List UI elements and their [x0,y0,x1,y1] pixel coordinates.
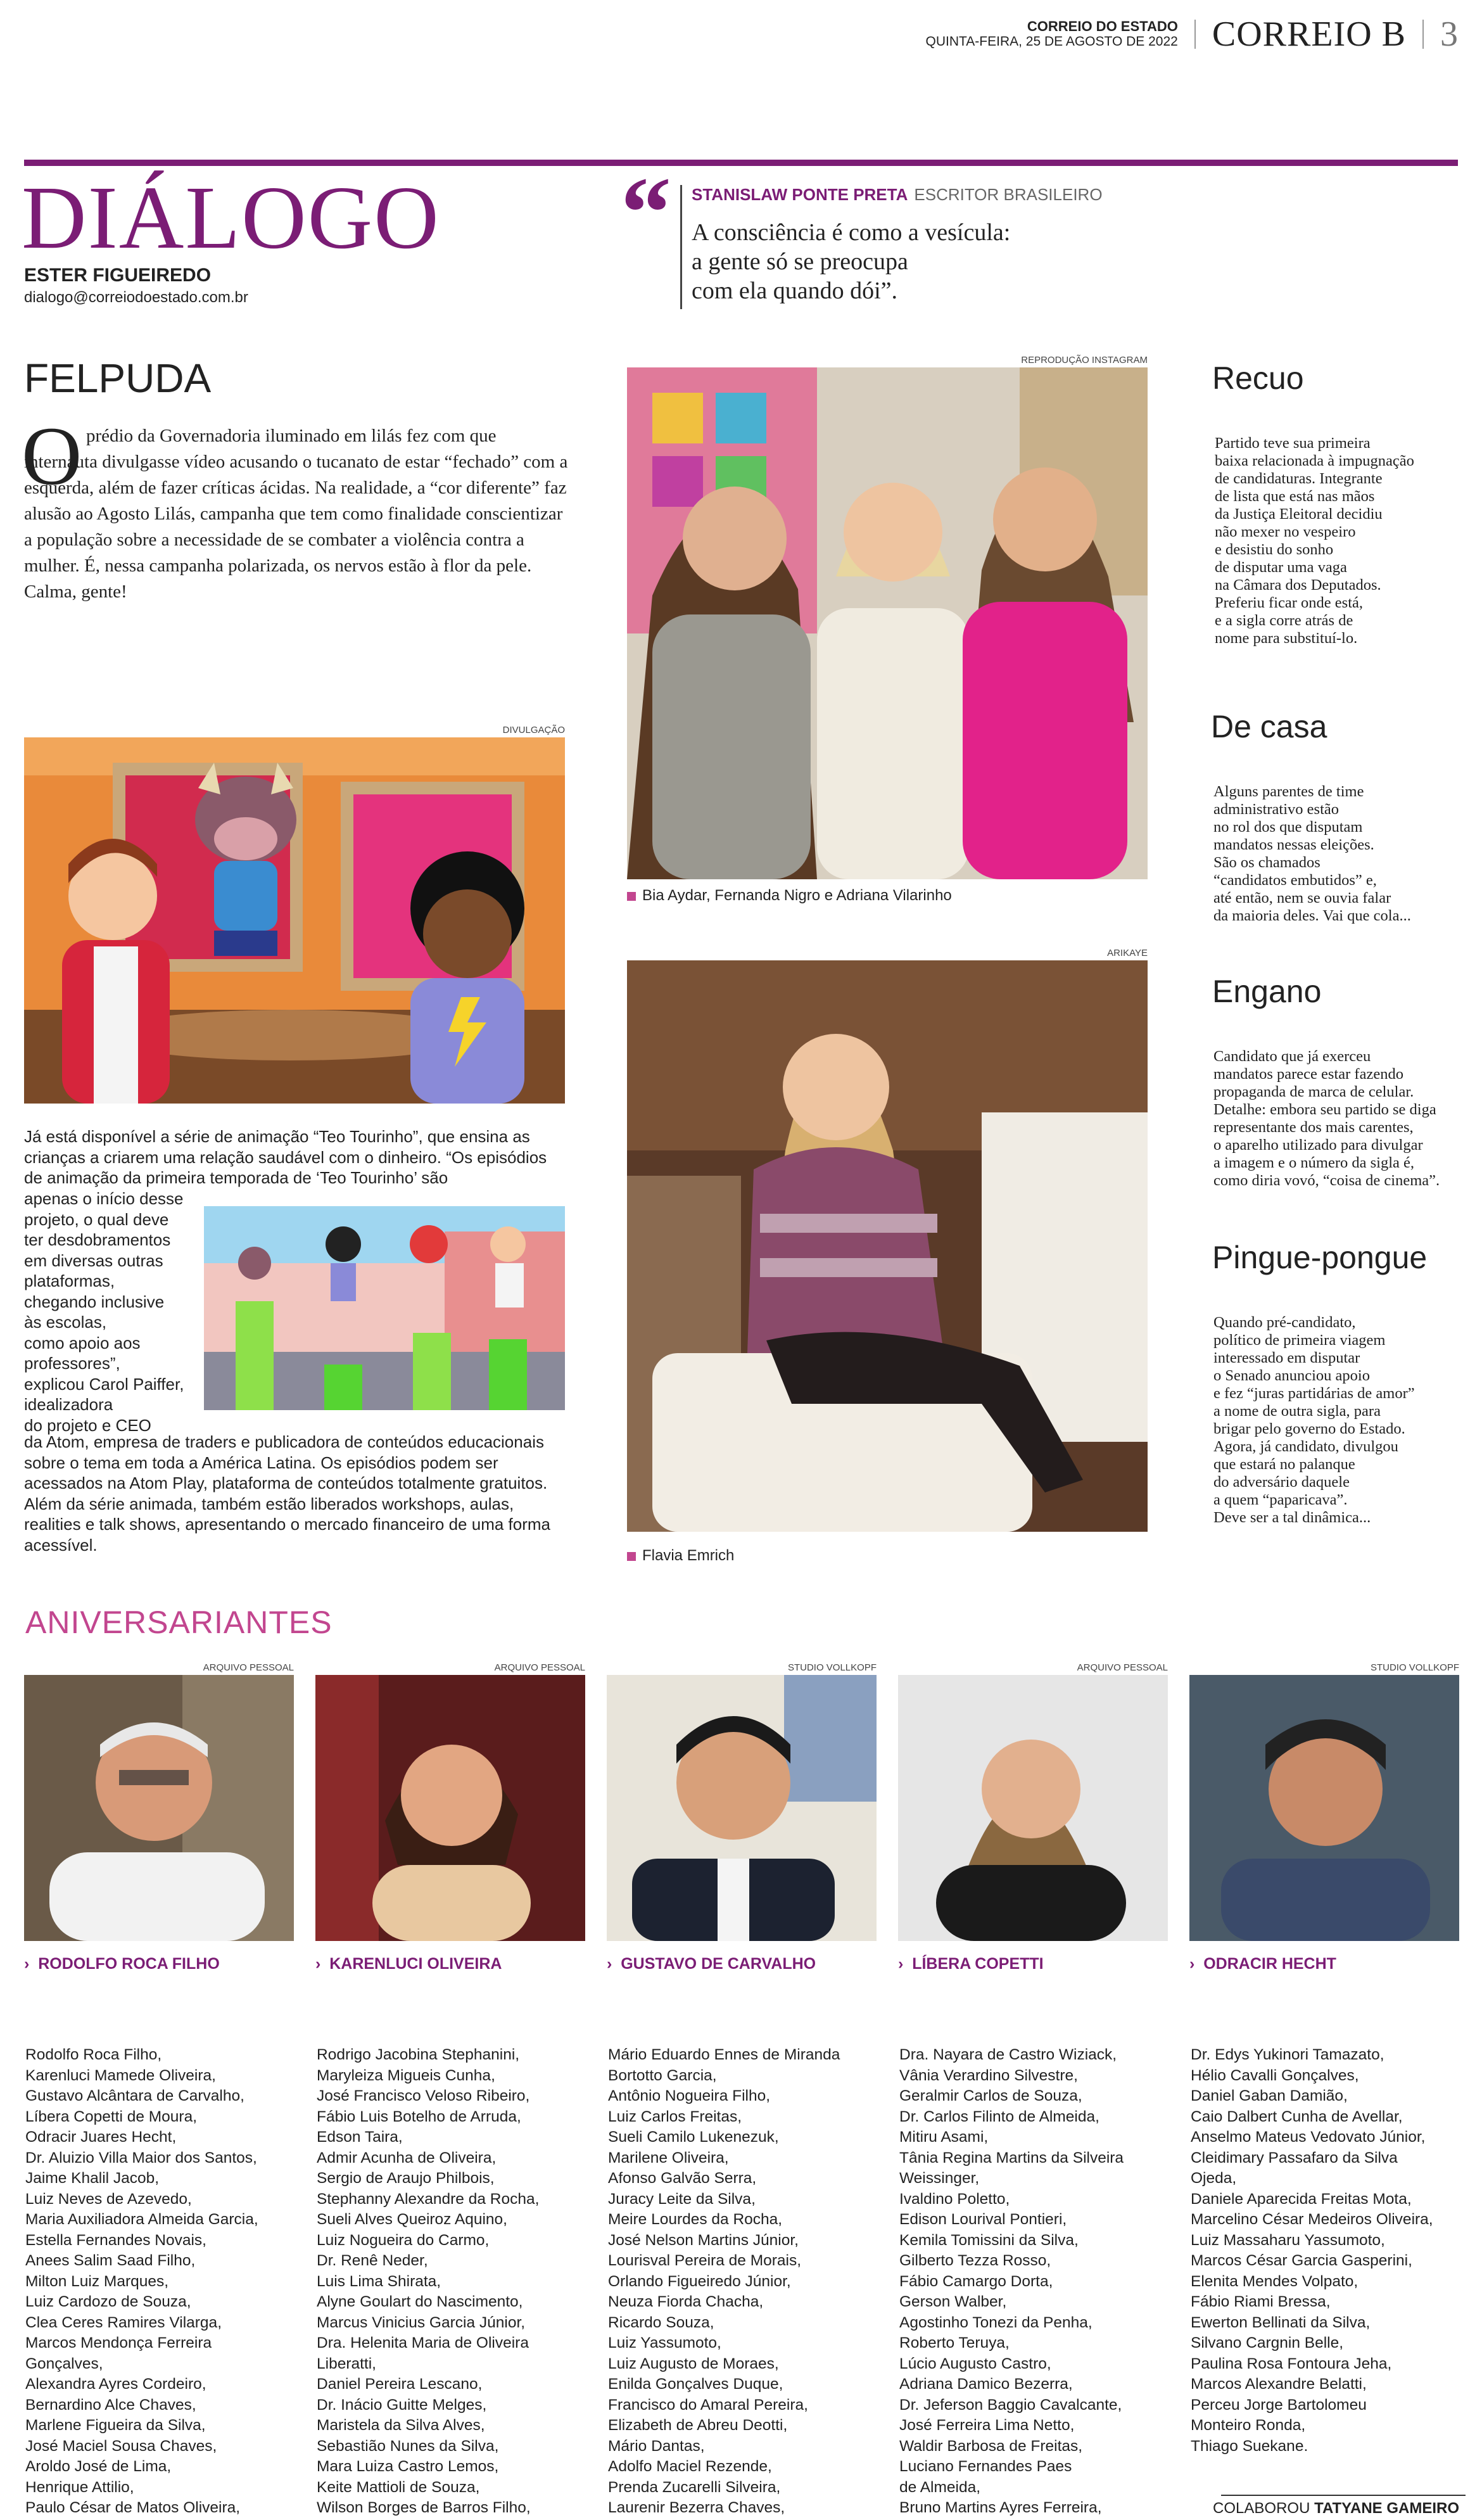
note-line: e desistiu do sonho [1215,541,1334,558]
bday-list-item: Dr. Aluizio Villa Maior dos Santos, [25,2149,257,2167]
bday-list-item: Anselmo Mateus Vedovato Júnior, [1191,2129,1426,2146]
bday-list [25,2045,304,2519]
bday-list-item: Ojeda, [1191,2170,1237,2187]
bday-name-text: LÍBERA COPETTI [912,1955,1044,1973]
bday-list-item: Kemila Tomissini da Silva, [899,2231,1079,2249]
bday-list-item: Paulina Rosa Fontoura Jeha, [1191,2355,1392,2372]
note-title-recuo: Recuo [1212,360,1304,396]
bday-list-item: Henrique Attilio, [25,2478,134,2496]
bday-credit: ARQUIVO PESSOAL [1077,1662,1168,1673]
bday-list-item: Perceu Jorge Bartolomeu [1191,2396,1367,2414]
note-line: propaganda de marca de celular. [1213,1083,1414,1100]
bday-list [608,2045,887,2519]
bday-list-item: Daniele Aparecida Freitas Mota, [1191,2190,1412,2208]
masthead-paper [926,19,1178,49]
note-line: Agora, já candidato, divulgou [1213,1438,1398,1455]
felpuda-text: prédio da Governadoria iluminado em lilás fez com que internauta divulgasse vídeo acusando o tucanato de estar “fechado” com a esquerda, além de fazer críticas ácidas. Na realidade, a “cor diferente” faz alusão ao Agosto Lilás, campanha que tem como finalidade conscientizar a população sobre a necessidade de se combater a violência contra a mulher. É, nessa campanha polarizada, os nervos estão à flor da pele. Calma, gente! [24,426,568,602]
note-line: até então, nem se ouvia falar [1213,889,1391,907]
note-line: e a sigla corre atrás de [1215,612,1353,629]
bday-list-item: Mitiru Asami, [899,2129,989,2146]
bday-list-item: Elenita Mendes Volpato, [1191,2272,1358,2290]
note-text-de-casa [1213,783,1479,925]
bday-list-item: Alyne Goulart do Nascimento, [317,2293,523,2310]
bday-list-item: Edison Lourival Pontieri, [899,2211,1067,2228]
bday-photo-karenluci [315,1675,585,1941]
bday-list-item: Orlando Figueiredo Júnior, [608,2272,791,2290]
bday-list-item: Alexandra Ayres Cordeiro, [25,2376,206,2393]
bday-credit: ARQUIVO PESSOAL [494,1662,585,1673]
masthead [926,14,1459,54]
note-line: da maioria deles. Vai que cola... [1213,907,1411,924]
bday-list-item: Dra. Helenita Maria de Oliveira [317,2334,529,2351]
note-line: o Senado anunciou apoio [1213,1367,1370,1384]
quote-text [692,218,1173,305]
bday-list-item: Dr. Inácio Guitte Melges, [317,2396,487,2414]
bday-list-item: Luiz Neves de Azevedo, [25,2190,192,2208]
quote-line: com ela quando dói”. [692,277,898,304]
bday-list-item: Prenda Zucarelli Silveira, [608,2478,781,2496]
note-line: político de primeira viagem [1213,1332,1386,1349]
teo-line: chegando inclusive [24,1292,165,1311]
teo-line: como apoio aos [24,1333,141,1352]
bday-list-item: Odracir Juares Hecht, [25,2129,177,2146]
note-line: que estará no palanque [1213,1456,1355,1473]
bday-list-item: Meire Lourdes da Rocha, [608,2211,783,2228]
teo-small-image [204,1206,565,1410]
bday-featured-name: › KARENLUCI OLIVEIRA [315,1955,502,1973]
bday-list-item: Liberatti, [317,2355,376,2372]
teo-line: em diversas outras [24,1250,163,1270]
photo1-credit: REPRODUÇÃO INSTAGRAM [1021,355,1148,366]
issue-date: QUINTA-FEIRA, 25 DE AGOSTO DE 2022 [925,34,1178,49]
teo-line: apenas o início desse [24,1189,184,1208]
note-line: mandatos parece estar fazendo [1213,1066,1403,1083]
quote-divider [680,185,682,309]
bday-list-item: Tânia Regina Martins da Silveira [899,2149,1124,2167]
bday-list-item: Adolfo Maciel Rezende, [608,2458,772,2475]
quote-icon: “ [621,156,671,269]
cartoon-credit: DIVULGAÇÃO [502,725,565,735]
quote-attribution [692,185,1103,205]
paper-name: CORREIO DO ESTADO [1027,18,1178,34]
photo-trio [627,367,1148,879]
bday-photo-rodolfo [24,1675,294,1941]
bday-list-item: Paulo César de Matos Oliveira, [25,2499,241,2516]
teo-line: professores”, [24,1354,120,1373]
colab-rule [1221,2495,1466,2496]
bday-list-item: Gustavo Alcântara de Carvalho, [25,2087,244,2104]
note-line: de candidaturas. Integrante [1215,470,1383,487]
bday-list-item: Luis Lima Shirata, [317,2272,441,2290]
column-author: ESTER FIGUEIREDO [24,265,212,286]
bday-photo-libera [898,1675,1168,1941]
quote-line: A consciência é como a vesícula: [692,219,1011,246]
bday-list-item: Milton Luiz Marques, [25,2272,169,2290]
bday-list-item: Gonçalves, [25,2355,103,2372]
note-line: Alguns parentes de time [1213,783,1364,800]
bday-list-item: José Nelson Martins Júnior, [608,2231,799,2249]
bday-list-item: Cleidimary Passafaro da Silva [1191,2149,1398,2167]
bday-name-text: KARENLUCI OLIVEIRA [329,1955,502,1973]
note-line: Candidato que já exerceu [1213,1048,1371,1065]
note-line: “candidatos embutidos” e, [1213,872,1377,889]
note-line: na Câmara dos Deputados. [1215,576,1381,594]
bday-featured-name: › GUSTAVO DE CARVALHO [607,1955,816,1973]
note-line: do adversário daquele [1213,1473,1350,1491]
bday-list-item: Clea Ceres Ramires Vilarga, [25,2313,222,2331]
bday-list [899,2045,1178,2519]
note-line: a quem “paparicava”. [1213,1491,1348,1508]
colaborou [1213,2500,1459,2517]
note-line: e fez “juras partidárias de amor” [1213,1385,1415,1402]
bday-list-item: Líbera Copetti de Moura, [25,2108,198,2125]
bday-list-item: Anees Salim Saad Filho, [25,2252,196,2269]
note-line: Preferiu ficar onde está, [1215,594,1363,611]
colaborou-name: TATYANE GAMEIRO [1314,2500,1459,2517]
bday-list-item: Bortotto Garcia, [608,2066,717,2084]
bday-list-item: Daniel Pereira Lescano, [317,2376,483,2393]
bday-list-item: Silvano Cargnin Belle, [1191,2334,1344,2351]
bday-list-item: Karenluci Mamede Oliveira, [25,2066,216,2084]
note-line: representante dos mais carentes, [1213,1119,1414,1136]
bday-list-item: Afonso Galvão Serra, [608,2170,757,2187]
bday-list-item: Mara Luiza Castro Lemos, [317,2458,499,2475]
bday-list-item: Dra. Nayara de Castro Wiziack, [899,2046,1117,2063]
bday-list-item: Estella Fernandes Novais, [25,2231,206,2249]
bday-list-item: Mário Dantas, [608,2437,705,2455]
note-line: administrativo estão [1213,801,1339,818]
note-line: a imagem e o número da sigla é, [1213,1154,1415,1171]
photo1-caption-text: Bia Aydar, Fernanda Nigro e Adriana Vilarinho [642,887,952,904]
bday-photo-odracir [1189,1675,1459,1941]
bday-list-item: Gilberto Tezza Rosso, [899,2252,1051,2269]
bday-list-item: Dr. Jeferson Baggio Cavalcante, [899,2396,1122,2414]
teo-text-top: Já está disponível a série de animação “Teo Tourinho”, que ensina as crianças a criarem uma relação saudável com o dinheiro. “Os episódios de animação da primeira temporada de ‘Teo Tourinho’ são [24,1127,547,1187]
bday-list-item: Hélio Cavalli Gonçalves, [1191,2066,1359,2084]
bday-name-text: GUSTAVO DE CARVALHO [621,1955,816,1973]
section-name: CORREIO B [1212,15,1406,54]
teo-text-left [24,1188,201,1435]
bday-list-item: Edson Taira, [317,2129,403,2146]
header-rule [24,160,1458,166]
bday-list-item: Roberto Teruya, [899,2334,1010,2351]
teo-line: ter desdobramentos [24,1230,171,1249]
bday-list-item: Marcos Mendonça Ferreira [25,2334,212,2351]
bday-list-item: Stephanny Alexandre da Rocha, [317,2190,540,2208]
bday-photo-gustavo [607,1675,877,1941]
bday-list-item: Rodrigo Jacobina Stephanini, [317,2046,520,2063]
quote-author-role: ESCRITOR BRASILEIRO [914,185,1103,204]
bday-list-item: José Maciel Sousa Chaves, [25,2437,217,2455]
bday-list-item: Maristela da Silva Alves, [317,2417,485,2434]
bday-list-item: Luiz Nogueira do Carmo, [317,2231,490,2249]
bday-list-item: Jaime Khalil Jacob, [25,2170,160,2187]
bday-list-item: Mário Eduardo Ennes de Miranda [608,2046,840,2063]
bday-list-item: Gerson Walber, [899,2293,1007,2310]
bday-list-item: Ewerton Bellinati da Silva, [1191,2313,1371,2331]
bday-credit: STUDIO VOLLKOPF [787,1662,877,1673]
colaborou-label: COLABOROU [1213,2500,1310,2517]
aniversariantes-title: ANIVERSARIANTES [25,1605,332,1640]
note-line: Detalhe: embora seu partido se diga [1213,1101,1436,1118]
note-title-engano: Engano [1212,974,1322,1009]
bday-list-item: Ivaldino Poletto, [899,2190,1010,2208]
bday-list-item: Sergio de Araujo Philbois, [317,2170,495,2187]
bday-list-item: Luiz Augusto de Moraes, [608,2355,779,2372]
bday-list-item: Vânia Verardino Silvestre, [899,2066,1078,2084]
teo-line: plataformas, [24,1271,115,1290]
note-line: brigar pelo governo do Estado. [1213,1420,1405,1437]
bday-list-item: Juracy Leite da Silva, [608,2190,756,2208]
bday-list [1191,2045,1469,2457]
bday-list [317,2045,595,2519]
bday-list-item: Marcelino César Medeiros Oliveira, [1191,2211,1433,2228]
bday-list-item: Luciano Fernandes Paes [899,2458,1072,2475]
bday-list-item: Marcus Vinicius Garcia Júnior, [317,2313,526,2331]
bday-list-item: Luiz Cardozo de Souza, [25,2293,191,2310]
bday-list-item: Antônio Nogueira Filho, [608,2087,771,2104]
teo-text-bottom: da Atom, empresa de traders e publicadora de conteúdos educacionais sobre o tema em toda a América Latina. Os episódios podem ser acessados na Atom Play, plataforma de conteúdos totalmente gratuitos. Além da série animada, também estão liberados workshops, aulas, realities e talk shows, apresentando o mercado financeiro de uma forma acessível. [24,1432,550,1555]
bday-list-item: Marcos Alexandre Belatti, [1191,2376,1367,2393]
bday-list-item: de Almeida, [899,2478,981,2496]
bday-list-item: Fábio Camargo Dorta, [899,2272,1053,2290]
bday-list-item: Lourisval Pereira de Morais, [608,2252,802,2269]
bday-list-item: Sueli Alves Queiroz Aquino, [317,2211,507,2228]
masthead-divider [1422,20,1424,49]
bday-list-item: Fábio Luis Botelho de Arruda, [317,2108,521,2125]
bday-list-item: Dr. Renê Neder, [317,2252,428,2269]
photo-flavia [627,960,1148,1532]
note-line: São os chamados [1213,854,1320,871]
bday-list-item: Neuza Fiorda Chacha, [608,2293,764,2310]
bday-featured-name: › LÍBERA COPETTI [898,1955,1044,1973]
note-line: não mexer no vespeiro [1215,523,1356,540]
note-line: a nome de outra sigla, para [1213,1403,1381,1420]
cartoon-image [24,737,565,1104]
bday-featured-name: › ODRACIR HECHT [1189,1955,1336,1973]
bday-list-item: Daniel Gaban Damião, [1191,2087,1348,2104]
bday-list-item: Admir Acunha de Oliveira, [317,2149,497,2167]
bday-list-item: José Ferreira Lima Netto, [899,2417,1075,2434]
note-line: o aparelho utilizado para divulgar [1213,1136,1423,1154]
teo-line: idealizadora [24,1395,113,1414]
caption-marker-icon [627,1552,636,1561]
bday-credit: ARQUIVO PESSOAL [203,1662,294,1673]
bday-list-item: Dr. Carlos Filinto de Almeida, [899,2108,1099,2125]
page-number: 3 [1440,15,1458,54]
bday-list-item: Maria Auxiliadora Almeida Garcia, [25,2211,258,2228]
bday-list-item: Agostinho Tonezi da Penha, [899,2313,1092,2331]
bday-list-item: Ricardo Souza, [608,2313,714,2331]
bday-list-item: Luiz Yassumoto, [608,2334,721,2351]
note-text-recuo [1215,435,1481,647]
bday-list-item: Maryleiza Migueis Cunha, [317,2066,495,2084]
teo-line: às escolas, [24,1313,107,1332]
bday-list-item: Bruno Martins Ayres Ferreira, [899,2499,1102,2516]
note-line: no rol dos que disputam [1213,818,1363,836]
photo1-caption [627,887,952,905]
felpuda-title: FELPUDA [24,355,212,401]
bday-list-item: Bernardino Alce Chaves, [25,2396,196,2414]
drop-cap: O [22,409,82,502]
photo2-credit: ARIKAYE [1107,948,1148,958]
bday-list-item: Sueli Camilo Lukenezuk, [608,2129,779,2146]
note-line: Deve ser a tal dinâmica... [1213,1509,1371,1526]
bday-list-item: Luiz Massaharu Yassumoto, [1191,2231,1385,2249]
note-text-pingue-pongue [1213,1314,1479,1527]
bday-list-item: Marlene Figueira da Silva, [25,2417,206,2434]
note-line: de lista que está nas mãos [1215,488,1375,505]
bday-list-item: Francisco do Amaral Pereira, [608,2396,808,2414]
note-line: da Justiça Eleitoral decidiu [1215,506,1383,523]
quote-line: a gente só se preocupa [692,248,908,275]
bday-list-item: Wilson Borges de Barros Filho, [317,2499,531,2516]
bday-list-item: Weissinger, [899,2170,980,2187]
bday-list-item: José Francisco Veloso Ribeiro, [317,2087,530,2104]
bday-list-item: Keite Mattioli de Souza, [317,2478,480,2496]
note-line: como diria vovó, “coisa de cinema”. [1213,1172,1440,1189]
bday-list-item: Marcos César Garcia Gasperini, [1191,2252,1412,2269]
teo-line: projeto, o qual deve [24,1209,169,1229]
note-line: de disputar uma vaga [1215,559,1347,576]
note-text-engano [1213,1048,1482,1190]
bday-list-item: Lúcio Augusto Castro, [899,2355,1051,2372]
note-line: interessado em disputar [1213,1349,1360,1366]
bday-name-text: ODRACIR HECHT [1203,1955,1336,1973]
bday-list-item: Thiago Suekane. [1191,2437,1308,2455]
note-line: Quando pré-candidato, [1213,1314,1356,1331]
bday-list-item: Caio Dalbert Cunha de Avellar, [1191,2108,1403,2125]
bday-list-item: Monteiro Ronda, [1191,2417,1306,2434]
bday-list-item: Marilene Oliveira, [608,2149,729,2167]
bday-list-item: Enilda Gonçalves Duque, [608,2376,783,2393]
bday-list-item: Adriana Damico Bezerra, [899,2376,1073,2393]
masthead-divider [1194,20,1196,49]
bday-list-item: Dr. Edys Yukinori Tamazato, [1191,2046,1384,2063]
note-line: baixa relacionada à impugnação [1215,452,1414,469]
photo2-caption-text: Flavia Emrich [642,1547,735,1564]
note-line: nome para substituí-lo. [1215,630,1358,647]
bday-list-item: Sebastião Nunes da Silva, [317,2437,499,2455]
bday-list-item: Elizabeth de Abreu Deotti, [608,2417,788,2434]
quote-author: STANISLAW PONTE PRETA [692,185,908,204]
bday-featured-name: › RODOLFO ROCA FILHO [24,1955,220,1973]
teo-line: do projeto e CEO [24,1415,151,1435]
column-title: DIÁLOGO [22,167,440,267]
caption-marker-icon [627,892,636,901]
note-title-pingue-pongue: Pingue-pongue [1212,1240,1428,1275]
column-email[interactable]: dialogo@correiodoestado.com.br [24,289,248,306]
bday-list-item: Luiz Carlos Freitas, [608,2108,742,2125]
bday-list-item: Aroldo José de Lima, [25,2458,172,2475]
bday-name-text: RODOLFO ROCA FILHO [38,1955,220,1973]
teo-line: explicou Carol Paiffer, [24,1374,184,1394]
photo2-caption [627,1547,734,1565]
note-line: mandatos nessas eleições. [1213,836,1374,853]
bday-credit: STUDIO VOLLKOPF [1370,1662,1459,1673]
bday-list-item: Fábio Riami Bressa, [1191,2293,1331,2310]
bday-list-item: Laurenir Bezerra Chaves, [608,2499,785,2516]
note-title-de-casa: De casa [1211,709,1327,744]
bday-list-item: Waldir Barbosa de Freitas, [899,2437,1083,2455]
bday-list-item: Rodolfo Roca Filho, [25,2046,162,2063]
note-line: Partido teve sua primeira [1215,435,1371,452]
bday-list-item: Geralmir Carlos de Souza, [899,2087,1082,2104]
